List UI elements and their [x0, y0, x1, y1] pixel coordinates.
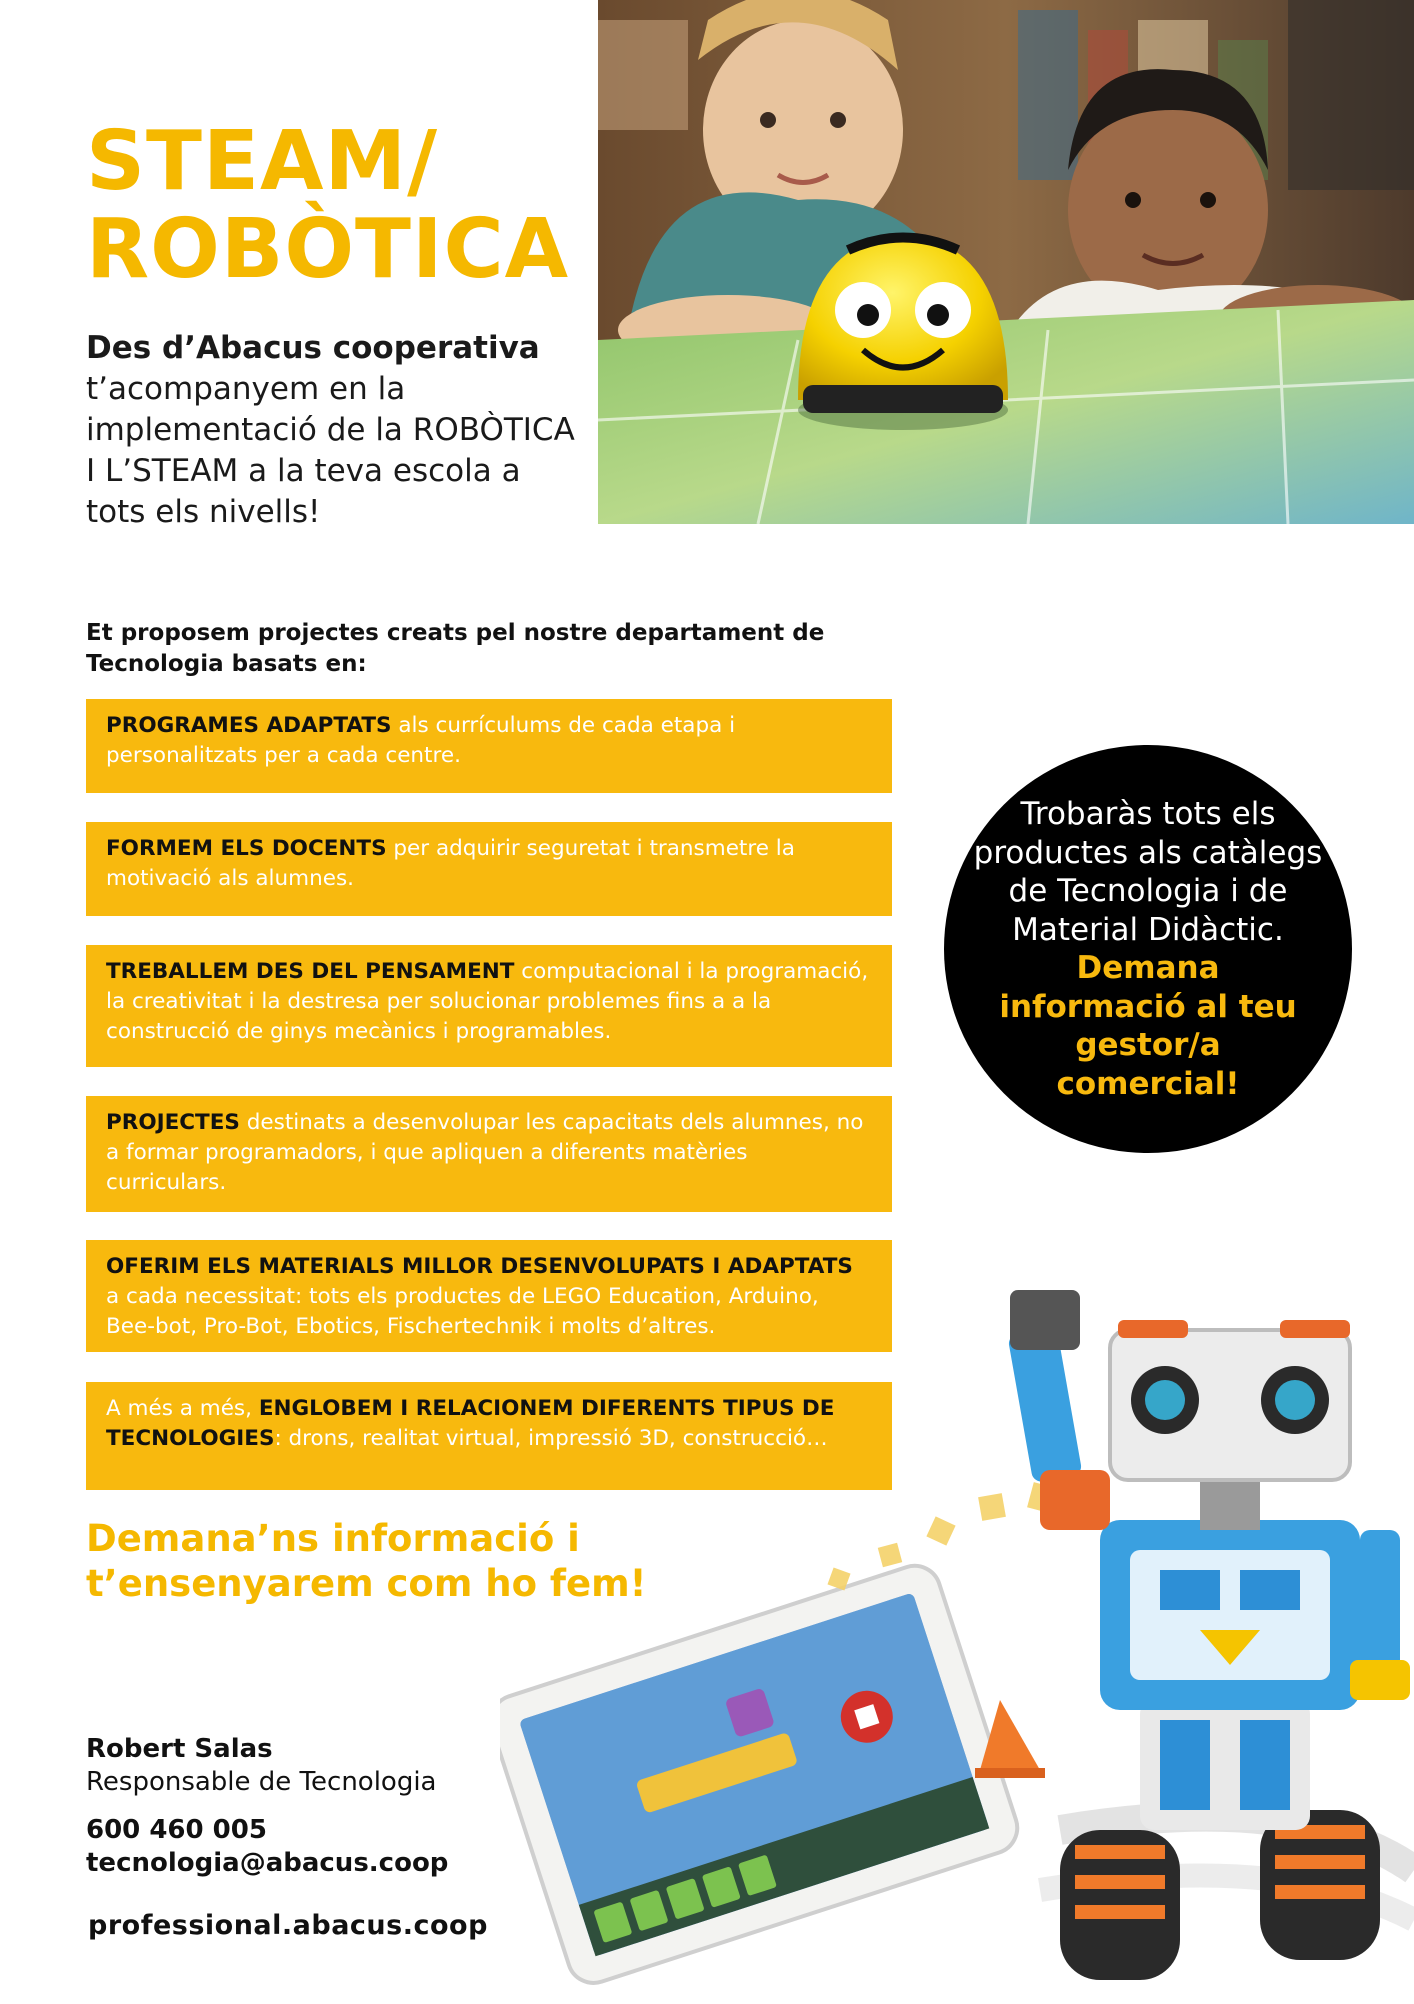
- feature-bold: FORMEM ELS DOCENTS: [106, 836, 387, 861]
- intro-paragraph: [86, 328, 586, 533]
- feature-text: : drons, realitat virtual, impressió 3D, construcció…: [274, 1426, 828, 1451]
- circle-text: Trobaràs tots els productes als catàlegs de Tecnologia i de Material Didàctic.: [973, 796, 1323, 948]
- intro-bold: Des d’Abacus cooperativa: [86, 330, 540, 366]
- contact-role: Responsable de Tecnologia: [86, 1767, 437, 1797]
- circle-highlight: Demana informació al teu gestor/a comercial!: [999, 950, 1297, 1102]
- feature-bold: TREBALLEM DES DEL PENSAMENT: [106, 959, 515, 984]
- feature-box-formem: [86, 822, 892, 916]
- contact-phone[interactable]: 600 460 005: [86, 1815, 267, 1845]
- intro-rest: t’acompanyem en la implementació de la ROBÒTICA I L’STEAM a la teva escola a tots els nivells!: [86, 371, 575, 530]
- title-line-2: ROBÒTICA: [86, 202, 570, 297]
- feature-box-projectes: [86, 1096, 892, 1212]
- robot-tablet-illustration: [500, 1270, 1414, 2000]
- feature-bold: OFERIM ELS MATERIALS MILLOR DESENVOLUPATS I ADAPTATS: [106, 1254, 853, 1279]
- contact-name: Robert Salas: [86, 1734, 273, 1764]
- feature-text: per adquirir seguretat i transmetre la motivació als alumnes.: [106, 836, 795, 891]
- page-title: [86, 114, 606, 297]
- feature-box-programes: [86, 699, 892, 793]
- lead-text: Et proposem projectes creats pel nostre departament de Tecnologia basats en:: [86, 620, 825, 677]
- title-line-1: STEAM/: [86, 114, 439, 209]
- feature-bold: ENGLOBEM I RELACIONEM DIFERENTS TIPUS DE TECNOLOGIES: [106, 1396, 835, 1451]
- website-link[interactable]: professional.abacus.coop: [88, 1910, 488, 1941]
- contact-email-link[interactable]: tecnologia@abacus.coop: [86, 1848, 449, 1878]
- feature-pre: A més a més,: [106, 1396, 259, 1421]
- hero-photo-kids-bee-bot: [598, 0, 1414, 524]
- cta-line-1: Demana’ns informació i: [86, 1517, 580, 1560]
- feature-box-treballem: [86, 945, 892, 1067]
- catalog-circle: [944, 745, 1352, 1153]
- feature-text: a cada necessitat: tots els productes de LEGO Education, Arduino, Bee-bot, Pro-Bot, Ebotics, Fischertechnik i molts d’altres.: [106, 1284, 819, 1339]
- feature-bold: PROJECTES: [106, 1110, 240, 1135]
- feature-text: computacional i la programació, la creativitat i la destresa per solucionar problemes fins a a la construcció de ginys mecànics i programables.: [106, 959, 869, 1044]
- cta-line-2: t’ensenyarem com ho fem!: [86, 1562, 647, 1605]
- feature-bold: PROGRAMES ADAPTATS: [106, 713, 392, 738]
- feature-text: als currículums de cada etapa i personalitzats per a cada centre.: [106, 713, 736, 768]
- feature-text: destinats a desenvolupar les capacitats dels alumnes, no a formar programadors, i que apliquen a diferents matèries curriculars.: [106, 1110, 864, 1195]
